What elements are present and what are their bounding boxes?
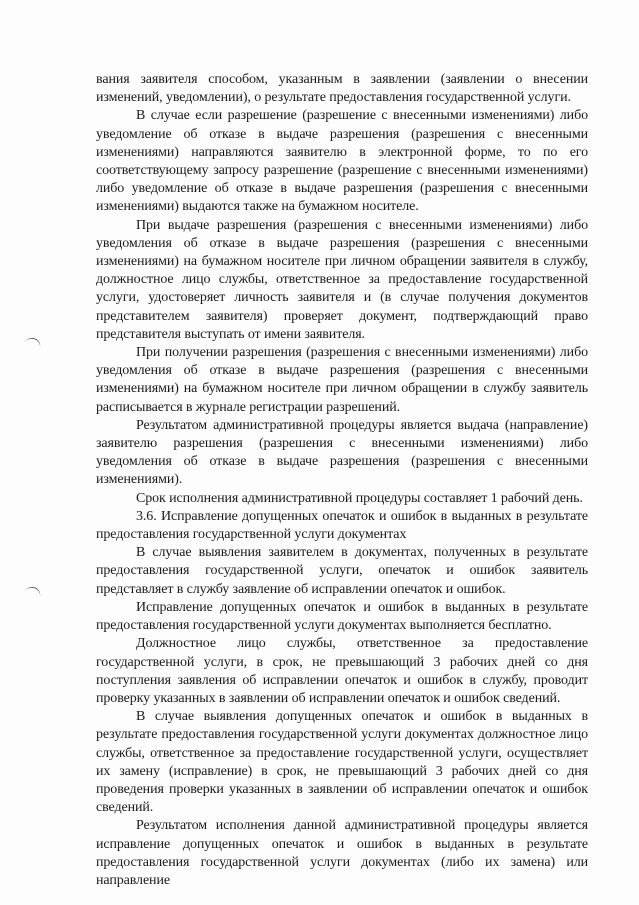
paragraph: В случае выявления допущенных опечаток и ошибок в выданных в результате предоставления государственной услуги документах должностное лицо службы, ответственное за предоставление государственной услуги, осуществляет их замену (исправление) в срок, не превышающий 3 рабочих дней со дня проведения проверки указанных в заявлении об исправлении опечаток и ошибок сведений. [96,709,588,816]
binding-mark [24,336,43,352]
paragraph: В случае выявления заявителем в документах, полученных в результате предоставления государственной услуги, опечаток и ошибок заявитель представляет в службу заявление об исправлении опечаток и ошибок. [96,545,588,597]
binding-mark [24,585,43,601]
paragraph: Срок исполнения административной процедуры составляет 1 рабочий день. [136,490,583,506]
paragraph: При выдаче разрешения (разрешения с внесенными изменениями) либо уведомления об отказе в выдаче разрешения (разрешения с внесенными изменениями) на бумажном носителе при личном обращении заявителя в службу, должностное лицо службы, ответственное за предоставление государственной услуги, удостоверяет личность заявителя и (в случае получения документов представителем заявителя) проверяет документ, подтверждающий право представителя выступать от имени заявителя. [96,217,588,342]
section-heading: 3.6. Исправление допущенных опечаток и ошибок в выданных в результате предоставления государственной услуги документах [96,508,588,543]
document-body [96,71,588,890]
paragraph: вания заявителя способом, указанным в заявлении (заявлении о внесении изменений, уведомлении), о результате предоставления государственной услуги. [96,72,588,106]
paragraph: Результатом исполнения данной административной процедуры является исправление допущенных опечаток и ошибок в выданных в результате предоставления государственной услуги документах (либо их замена) или направление [96,818,588,888]
paragraph: Результатом административной процедуры является выдача (направление) заявителю разрешения (разрешения с внесенными изменениями) либо уведомления об отказе в выдаче разрешения (разрешения с внесенными изменениями). [96,417,588,488]
paragraph: Должностное лицо службы, ответственное за предоставление государственной услуги, в срок, не превышающий 3 рабочих дней со дня поступления заявления об исправлении опечаток и ошибок в службу, проводит проверку указанных в заявлении об исправлении опечаток и ошибок сведений. [96,636,588,706]
paragraph: Исправление допущенных опечаток и ошибок в выданных в результате предоставления государственной услуги документах выполняется бесплатно. [96,599,588,634]
paragraph: При получении разрешения (разрешения с внесенными изменениями) либо уведомления об отказе в выдаче разрешения (разрешения с внесенными изменениями) на бумажном носителе при личном обращении в службу заявитель расписывается в журнале регистрации разрешений. [96,345,588,415]
paragraph: В случае если разрешение (разрешение с внесенными изменениями) либо уведомление об отказе в выдаче разрешения (разрешения с внесенными изменениями) направляются заявителю в электронной форме, то по его соответствующему запросу разрешение (разрешение с внесенными изменениями) либо уведомление об отказе в выдаче разрешения (разрешения с внесенными изменениями) выдаются также на бумажном носителе. [96,108,588,215]
